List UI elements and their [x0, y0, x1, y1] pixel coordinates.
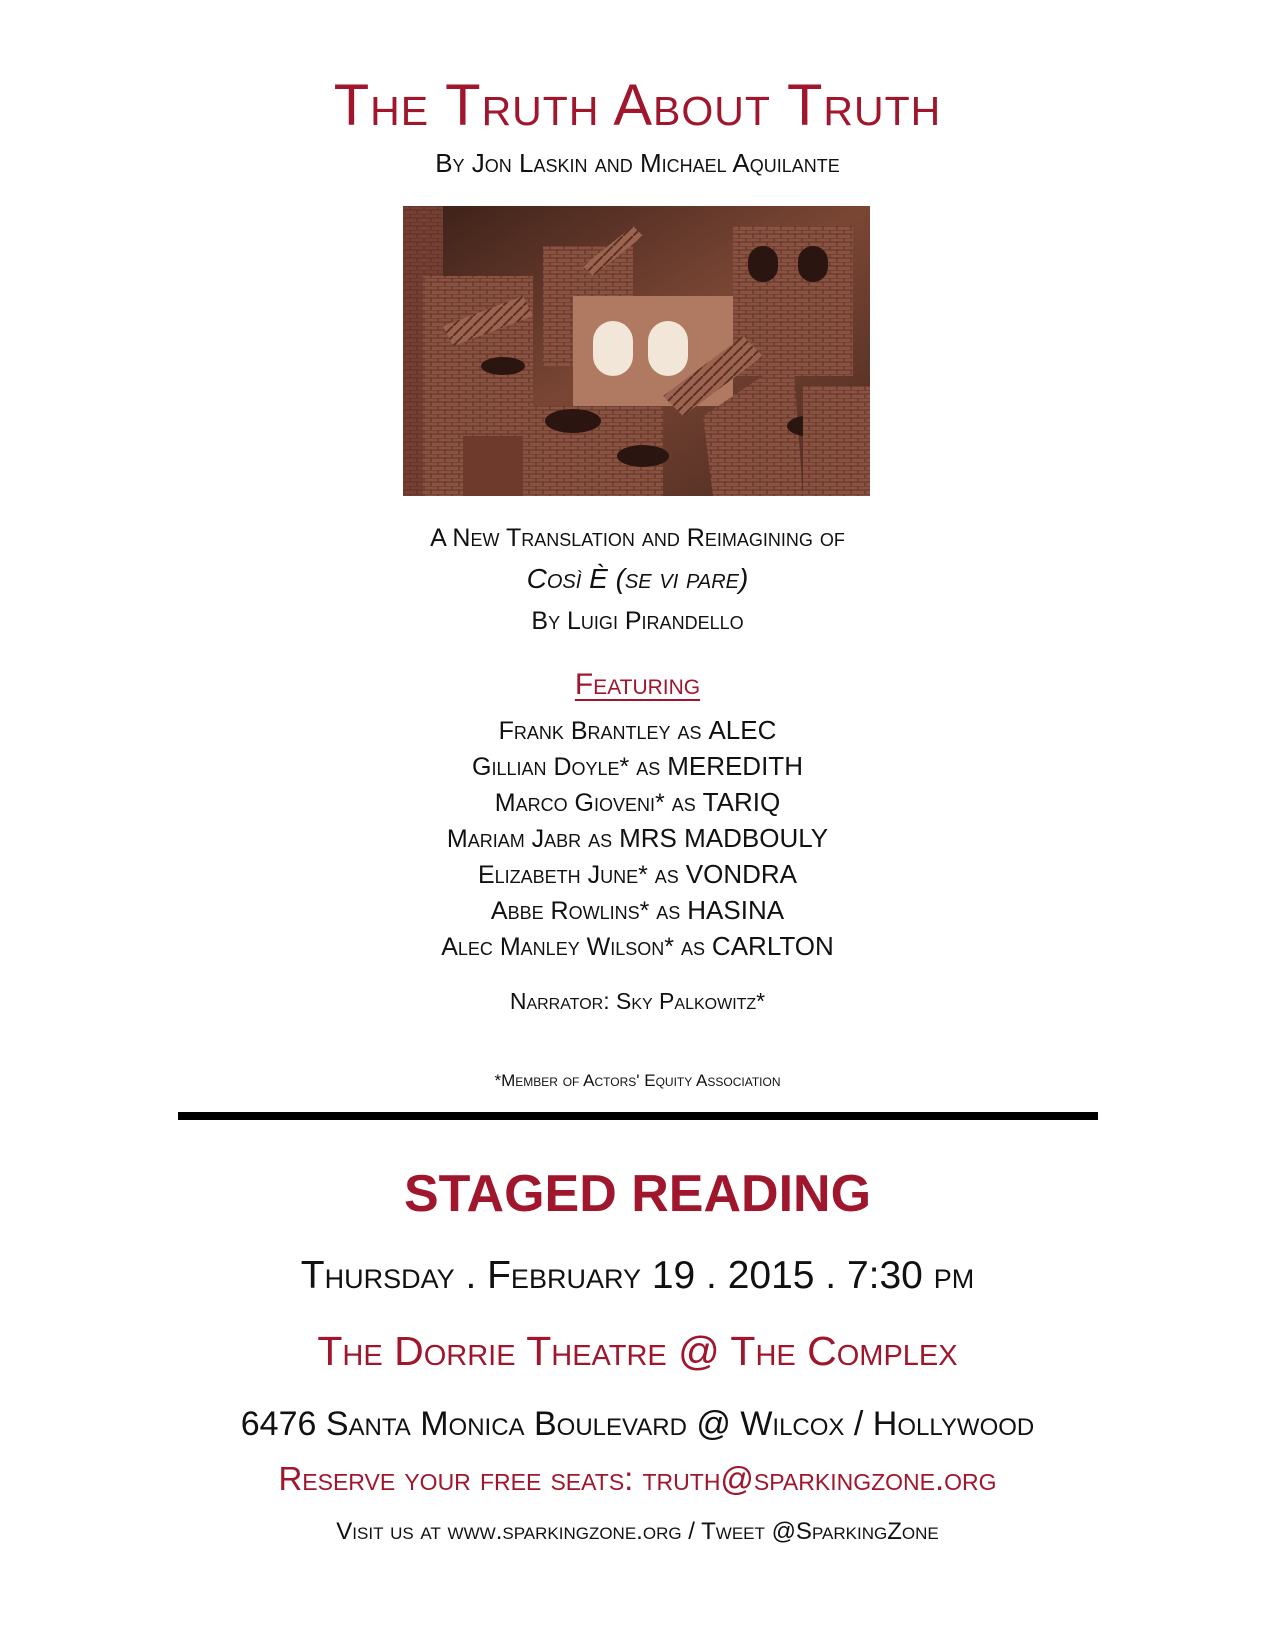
actor-name: Alec Manley Wilson* — [441, 933, 674, 961]
event-address: 6476 Santa Monica Boulevard @ Wilcox / Hollywood — [240, 1405, 1035, 1443]
cast-item — [0, 856, 1275, 892]
as-word: as — [654, 861, 679, 889]
section-divider — [178, 1112, 1098, 1120]
cast-item — [0, 820, 1275, 856]
reservation-info[interactable]: Reserve your free seats: truth@sparkingzone.org — [278, 1460, 997, 1497]
actor-name: Abbe Rowlins* — [490, 897, 650, 925]
play-title: The Truth About Truth — [333, 73, 942, 138]
as-word: as — [677, 717, 702, 745]
equity-footnote: *Member of Actors' Equity Association — [494, 1071, 781, 1090]
cast-list — [0, 712, 1275, 964]
actor-name: Mariam Jabr — [446, 825, 582, 853]
role-name: MRS MADBOULY — [619, 823, 829, 853]
role-name: CARLTON — [711, 931, 834, 961]
event-type: STAGED READING — [403, 1165, 872, 1223]
escher-artwork-image — [403, 206, 870, 496]
byline: By Jon Laskin and Michael Aquilante — [435, 148, 840, 178]
original-work-title: Così È (se vi pare) — [526, 563, 749, 594]
translation-note: A New Translation and Reimagining of — [430, 524, 845, 552]
actor-name: Elizabeth June* — [477, 861, 648, 889]
as-word: as — [656, 897, 681, 925]
website-social-links[interactable]: Visit us at www.sparkingzone.org / Tweet @SparkingZone — [336, 1518, 939, 1545]
cast-item — [0, 784, 1275, 820]
cast-item — [0, 892, 1275, 928]
role-name: MEREDITH — [667, 751, 803, 781]
featuring-heading-text: Featuring — [574, 668, 701, 701]
as-word: as — [671, 789, 696, 817]
role-name: HASINA — [687, 895, 785, 925]
original-author: By Luigi Pirandello — [531, 607, 744, 635]
role-name: ALEC — [708, 715, 777, 745]
role-name: TARIQ — [702, 787, 781, 817]
narrator-credit: Narrator: Sky Palkowitz* — [509, 988, 766, 1014]
featuring-heading — [0, 668, 1275, 702]
as-word: as — [636, 753, 661, 781]
as-word: as — [680, 933, 705, 961]
cast-item — [0, 748, 1275, 784]
event-datetime: Thursday . February 19 . 2015 . 7:30 pm — [300, 1254, 975, 1297]
as-word: as — [588, 825, 613, 853]
actor-name: Frank Brantley — [498, 717, 671, 745]
cast-item — [0, 712, 1275, 748]
actor-name: Gillian Doyle* — [472, 753, 630, 781]
event-venue: The Dorrie Theatre @ The Complex — [317, 1328, 958, 1374]
cast-item — [0, 928, 1275, 964]
staircase-artwork-icon — [403, 206, 870, 496]
actor-name: Marco Gioveni* — [494, 789, 665, 817]
role-name: VONDRA — [685, 859, 798, 889]
